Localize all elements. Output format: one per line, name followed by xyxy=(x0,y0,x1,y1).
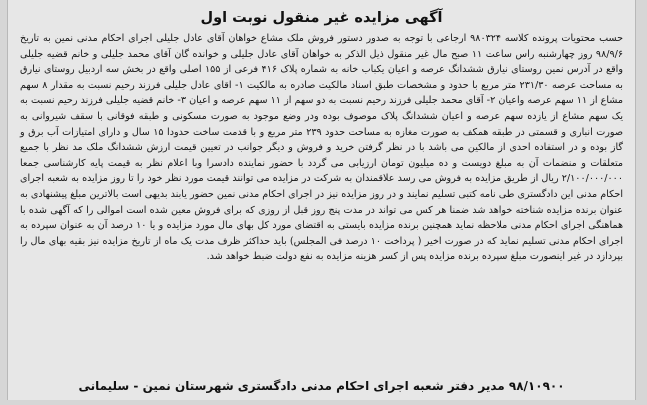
notice-signature: ۹۸/۱۰۹۰۰ مدیر دفتر شعبه اجرای احکام مدنی دادگستری شهرستان نمین - سلیمانی xyxy=(78,379,565,393)
notice-body: حسب محتویات پرونده کلاسه ۹۸۰۳۲۴ ارجاعی با توجه به صدور دستور فروش ملک مشاع خواهان آقای عادل جلیلی اجرای احکام مدنی نمین به تاریخ ۹۸/۹/۶ روز چهارشنبه راس ساعت ۱۱ صبح مال غیر منقول ذیل الذکر به خواهان آقای عادل جلیلی و خوانده گان آقای محمد جلیلی و خانم قضیه جلیلی واقع در آدرس نمین روستای نیارق ششدانگ عرصه و اعیان یکباب خانه به شماره پلاک ۴۱۶ فرعی از ۱۵۵ اصلی واقع در بخش سه اردبیل روستای نیارق به مساحت عرصه ۲۳۱/۳۰ متر مربع با حدود و مشخصات طبق اسناد مالکیت صادره به مالکیت ۱- اقای عادل جلیلی فرزند رحیم نسبت به مقدار ۸ سهم مشاع از ۱۱ سهم عرصه واعیان ۲- آقای محمد جلیلی فرزند رحیم نسبت به دو سهم از ۱۱ سهم عرصه و اعیان ۳- خانم قضیه جلیلی فرزند رحیم نسبت به یک سهم مشاع از یازده سهم عرصه و اعیان ششدانگ پلاک موصوف بوده ودر وضع موجود به صورت مسکونی و طبقه فوقانی با سقف شیروانی به صورت انباری و قسمتی در طبقه همکف به صورت مغازه به مساحت حدود ۲۳۹ متر مربع و با قدمت ساخت حدودا ۱۵ سال و دارای امتیازات آب برق و گاز بوده و در استفاده احدی از مالکین می باشد با در نظر گرفتن خرید و فروش و دیگر جوانب در تعیین قیمت ارزش ششدانگ ملک مد نظر با جمیع متعلقات و منضمات آن به مبلغ دویست و ده میلیون تومان ارزیابی می گردد با حضور نماینده دادسرا وبا اعلام نظر به قیمت پایه کارشناسی جمعا ۲/۱۰۰/۰۰۰/۰۰۰ ریال از طریق مزایده به فروش می رسد علاقمندان به شرکت در مزایده می توانند قیمت مورد نظر خود را تا روز مزایده به شعبه اجرای احکام مدنی این دادگستری طی نامه کتبی تسلیم نمایند و در روز مزایده نیز در اجرای احکام مدنی نمین حضور یابند بدیهی است بالاترین مبلغ پیشنهادی به عنوان برنده مزایده شناخته خواهد شد ضمنا هر کس می تواند در مدت پنج روز قبل از روزی که برای فروش معین شده است اموالی را که آگهی شده با هماهنگی اجرای احکام مدنی ملاحظه نماید همچنین برنده مزایده بایستی به اقتضای مورد کل بهای مال مورد مزایده و یا ۱۰ درصد آن به عنوان سپرده به اجرای احکام مدنی تسلیم نماید که در صورت اخیر ( پرداخت ۱۰ درصد فی المجلس) باید حداکثر ظرف مدت یک ماه از تاریخ مزایده نیز بقیه بهای مال را بپردازد در غیر اینصورت مبلغ سپرده برنده مزایده پس از کسر هزینه مزایده به نفع دولت ضبط خواهد شد. xyxy=(20,33,624,263)
notice-title: آگهی مزایده غیر منقول نوبت اول xyxy=(200,10,443,26)
newspaper-clipping xyxy=(7,0,636,400)
